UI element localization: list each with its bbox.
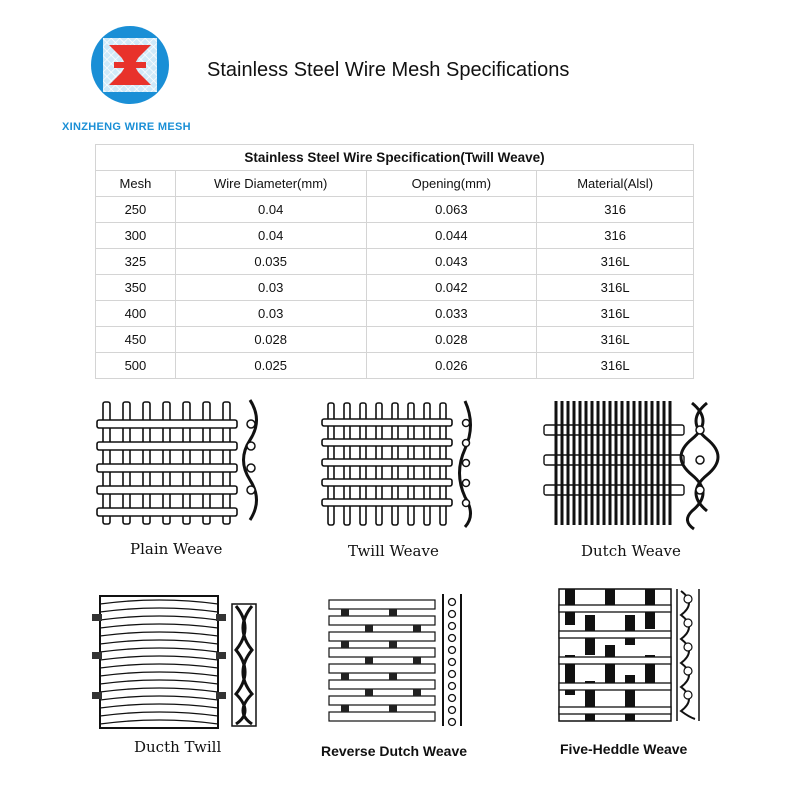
table-title: Stainless Steel Wire Specification(Twill Weave) — [96, 145, 694, 171]
cell-mesh: 500 — [96, 353, 176, 379]
table-header-row — [96, 171, 694, 197]
table-row — [96, 197, 694, 223]
caption-dutch-twill: Ducth Twill — [134, 738, 222, 756]
table-title-row — [96, 145, 694, 171]
cell-wire-diameter: 0.035 — [175, 249, 366, 275]
table-row — [96, 301, 694, 327]
header-wire-diameter: Wire Diameter(mm) — [175, 171, 366, 197]
cell-material: 316L — [537, 353, 694, 379]
cell-material: 316 — [537, 197, 694, 223]
dutch-weave-diagram — [542, 395, 722, 533]
cell-opening: 0.063 — [366, 197, 537, 223]
table-row — [96, 249, 694, 275]
cell-wire-diameter: 0.03 — [175, 275, 366, 301]
caption-twill-weave: Twill Weave — [348, 542, 439, 560]
brand-name: XINZHENG WIRE MESH — [62, 121, 191, 133]
cell-opening: 0.026 — [366, 353, 537, 379]
cell-material: 316 — [537, 223, 694, 249]
reverse-dutch-weave-diagram — [325, 590, 475, 730]
cell-mesh: 325 — [96, 249, 176, 275]
cell-material: 316L — [537, 301, 694, 327]
plain-weave-diagram — [95, 392, 265, 530]
caption-dutch-weave: Dutch Weave — [581, 542, 681, 560]
cell-opening: 0.044 — [366, 223, 537, 249]
cell-wire-diameter: 0.025 — [175, 353, 366, 379]
cell-mesh: 350 — [96, 275, 176, 301]
table-row — [96, 223, 694, 249]
cell-opening: 0.042 — [366, 275, 537, 301]
cell-wire-diameter: 0.028 — [175, 327, 366, 353]
five-heddle-weave-diagram — [555, 585, 705, 725]
caption-reverse-dutch-weave: Reverse Dutch Weave — [321, 743, 468, 759]
page-title: Stainless Steel Wire Mesh Specifications — [207, 59, 570, 81]
caption-plain-weave: Plain Weave — [130, 540, 223, 558]
table-row — [96, 327, 694, 353]
twill-weave-diagram — [320, 395, 480, 530]
brand-logo — [90, 25, 170, 105]
cell-wire-diameter: 0.04 — [175, 197, 366, 223]
cell-mesh: 250 — [96, 197, 176, 223]
cell-mesh: 450 — [96, 327, 176, 353]
cell-wire-diameter: 0.03 — [175, 301, 366, 327]
header-opening: Opening(mm) — [366, 171, 537, 197]
cell-material: 316L — [537, 275, 694, 301]
cell-opening: 0.028 — [366, 327, 537, 353]
header-material: Material(Alsl) — [537, 171, 694, 197]
dutch-twill-diagram — [90, 592, 260, 732]
table-row — [96, 275, 694, 301]
cell-mesh: 400 — [96, 301, 176, 327]
cell-opening: 0.033 — [366, 301, 537, 327]
spec-table — [95, 144, 694, 379]
cell-material: 316L — [537, 327, 694, 353]
cell-mesh: 300 — [96, 223, 176, 249]
cell-material: 316L — [537, 249, 694, 275]
caption-five-heddle-weave: Five-Heddle Weave — [560, 741, 688, 757]
cell-wire-diameter: 0.04 — [175, 223, 366, 249]
header-mesh: Mesh — [96, 171, 176, 197]
table-row — [96, 353, 694, 379]
cell-opening: 0.043 — [366, 249, 537, 275]
